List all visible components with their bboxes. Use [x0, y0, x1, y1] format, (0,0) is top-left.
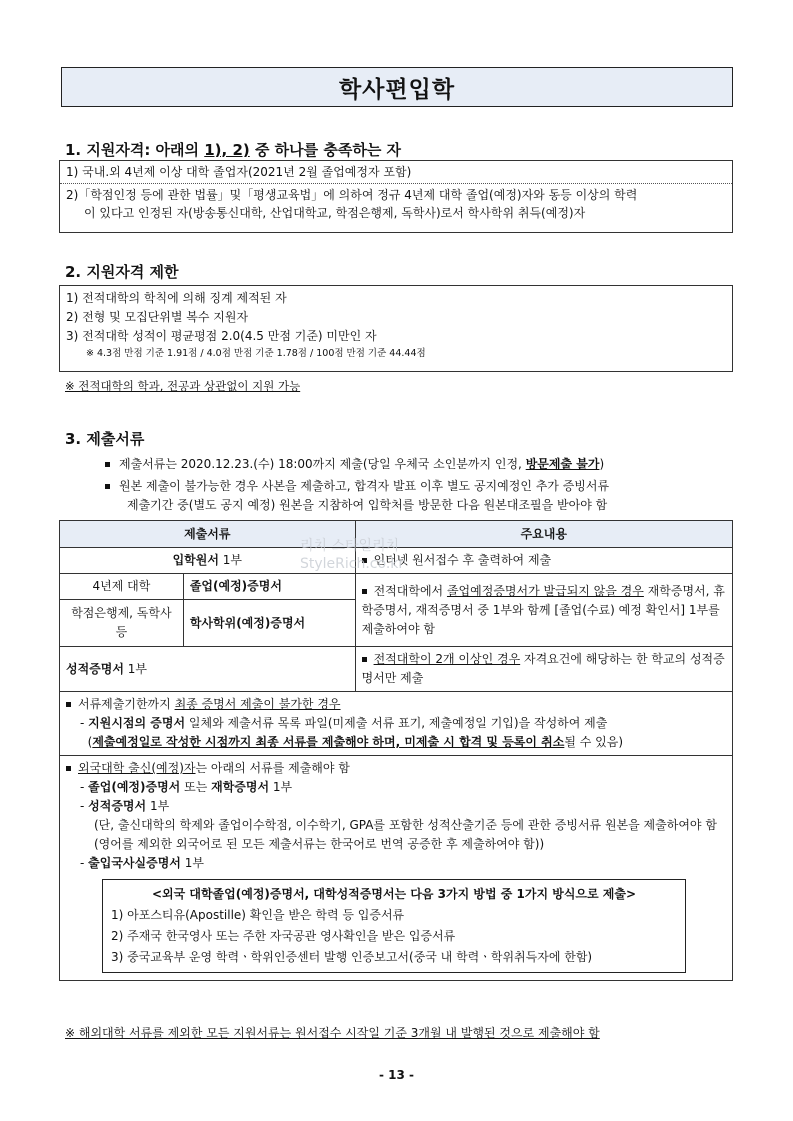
row-transcript: [60, 647, 356, 692]
section1-row2: [60, 183, 732, 224]
cell-credit-bank: 학점은행제, 독학사 등: [60, 600, 184, 647]
header-contents: 주요내용: [355, 521, 732, 548]
application-form-label: 입학원서: [172, 553, 219, 567]
foreign-line1: [66, 759, 726, 778]
bullet1-bold: 방문제출 불가: [525, 457, 600, 471]
foreign-methods-heading: <외국 대학졸업(예정)증명서, 대학성적증명서는 다음 3가지 방법 중 1가지 방식으로 제출>: [151, 887, 637, 901]
cell-graduation-desc: [355, 574, 732, 647]
foreign-or: 또는: [180, 780, 212, 794]
foreign-grad-count: 1부: [269, 780, 293, 794]
section2-item-3: 3) 전적대학 성적이 평균평점 2.0(4.5 만점 기준) 미만인 자: [66, 329, 377, 343]
foreign-immigration-cert: 출입국사실증명서: [88, 856, 181, 870]
foreign-immigration-count: 1부: [180, 856, 204, 870]
table-row: [60, 647, 733, 692]
watermark-line2: StyleRich.co.kr: [300, 556, 405, 572]
application-desc-text: 인터넷 원서접수 후 출력하여 제출: [373, 553, 552, 567]
application-form-count: 1부: [218, 553, 242, 567]
page-title: 학사편입학: [61, 67, 733, 107]
table-row: [60, 574, 733, 600]
section2-heading: 2. 지원자격 제한: [65, 263, 179, 281]
table-row: [60, 756, 733, 981]
bullet1-text: 제출서류는 2020.12.23.(수) 18:00까지 제출(당일 우체국 소인분까지 인정,: [119, 457, 526, 471]
foreign-transcript: 성적증명서: [88, 799, 147, 813]
row-foreign-university: [60, 756, 733, 981]
foreign-line4: (단, 출신대학의 학제와 졸업이수학점, 이수학기, GPA를 포함한 성적산출기준 등에 관한 증빙서류 원본을 제출하여야 함(영어를 제외한 외국어로 된 모든 제출서류는 한국어로 번역 공증한 후 제출하여야 함)): [94, 818, 717, 851]
foreign-method-2: 2) 주재국 한국영사 또는 주한 자국공관 영사확인을 받은 입증서류: [111, 929, 456, 943]
foreign-post: 는 아래의 서류를 제출해야 함: [195, 761, 350, 775]
graduation-desc-underlined: 졸업예정증명서가 발급되지 않을 경우: [446, 583, 644, 598]
section2-item-1: 1) 전적대학의 학칙에 의해 징계 제적된 자: [66, 291, 287, 305]
foreign-line3: - 성적증명서 1부: [80, 799, 170, 813]
cell-degree-cert: 학사학위(예정)증명서: [183, 600, 355, 647]
watermark-line1: 리치 스타일리치: [300, 538, 400, 554]
foreign-transcript-count: 1부: [146, 799, 170, 813]
section2-item-2: 2) 전형 및 모집단위별 복수 지원자: [66, 310, 249, 324]
graduation-desc-pre: 전적대학에서: [373, 583, 447, 598]
bullet1-post: ): [599, 457, 605, 471]
foreign-line5: - 출입국사실증명서 1부: [80, 856, 204, 870]
transcript-desc-underlined: 전적대학이 2개 이상인 경우: [373, 652, 521, 666]
final-cert-rest: 일체와 제출서류 목록 파일(미제출 서류 표기, 제출예정일 기입)을 작성하여 제출: [185, 716, 608, 730]
foreign-grad-cert: 졸업(예정)증명서: [88, 780, 181, 794]
watermark: [300, 537, 404, 573]
final-cert-warning-post: 될 수 있음): [564, 735, 624, 749]
section3-bullet-1: [105, 455, 725, 474]
section1-heading: [65, 139, 401, 160]
cell-graduation-cert: 졸업(예정)증명서: [183, 574, 355, 600]
section1-row1: 1) 국내.외 4년제 이상 대학 졸업자(2021년 2월 졸업예정자 포함): [66, 165, 412, 179]
foreign-methods-box: [102, 879, 686, 973]
graduation-desc-post: 재학증명서, 휴학증명서, 재적증명서 중 1부와 함께 [졸업(수료) 예정 확인서] 1부를 제출하여야 함: [361, 583, 725, 636]
section1-box: [59, 160, 733, 233]
section1-heading-post: 중 하나를 충족하는 자: [249, 141, 402, 159]
bullet-square-icon: [66, 702, 71, 707]
final-cert-pre: 서류제출기한까지: [78, 697, 175, 711]
final-cert-underlined: 최종 증명서 제출이 불가한 경우: [174, 697, 341, 711]
transcript-label: 성적증명서: [66, 661, 124, 676]
section1-heading-underlined: 1), 2): [204, 141, 250, 159]
final-cert-warning: 제출예정일로 작성한 시점까지 최종 서류를 제출해야 하며, 미제출 시 합격 및 등록이 취소: [92, 735, 565, 749]
section3-bullet-2: [105, 477, 725, 515]
section1-row2-line1: 2)「학점인정 등에 관한 법률」및「평생교육법」에 의하여 정규 4년제 대학 졸업(예정)자와 동등 이상의 학력: [66, 188, 638, 202]
final-cert-paren-open: (: [87, 735, 93, 749]
section1-row2-line2: 이 있다고 인정된 자(방송통신대학, 산업대학교, 학점은행제, 독학사)로서 학사학위 취득(예정)자: [84, 206, 586, 220]
page-number: - 13 -: [378, 1068, 414, 1082]
section2-note: ※ 전적대학의 학과, 전공과 상관없이 지원 가능: [65, 379, 301, 393]
bullet-square-icon: [362, 657, 367, 662]
final-cert-bold: 지원시점의 증명서: [88, 716, 186, 730]
foreign-method-3: 3) 중국교육부 운영 학력ㆍ학위인증센터 발행 인증보고서(중국 내 학력ㆍ학위취득자에 한함): [111, 950, 593, 964]
row-final-cert-note: [60, 692, 733, 756]
bullet-square-icon: [105, 484, 110, 489]
bullet-square-icon: [105, 462, 110, 467]
section2-box: [59, 285, 733, 372]
row-transcript-desc: [355, 647, 732, 692]
foreign-underlined: 외국대학 출신(예정)자: [78, 761, 196, 775]
final-cert-line3: [66, 733, 726, 752]
section2-sub-note: ※ 4.3점 만점 기준 1.91점 / 4.0점 만점 기준 1.78점 / 100점 만점 기준 44.44점: [86, 348, 426, 359]
bullet2-line1: 원본 제출이 불가능한 경우 사본을 제출하고, 합격자 발표 이후 별도 공지예정인 추가 증빙서류: [119, 479, 610, 493]
transcript-desc-post: 자격요건에 해당하는 한 학교의 성적증명서만 제출: [361, 652, 725, 685]
section1-heading-pre: 1. 지원자격: 아래의: [65, 141, 205, 159]
bullet2-line2: 제출기간 중(별도 공지 예정) 원본을 지참하여 입학처를 방문한 다음 원본대조필을 받아야 함: [127, 498, 608, 512]
footer-note: ※ 해외대학 서류를 제외한 모든 지원서류는 원서접수 시작일 기준 3개월 내 발행된 것으로 제출해야 함: [65, 1026, 600, 1040]
final-cert-line1: [66, 695, 726, 714]
foreign-enroll-cert: 재학증명서: [211, 780, 270, 794]
row-application-desc: [355, 548, 732, 574]
cell-4year-univ: 4년제 대학: [60, 574, 184, 600]
documents-table: [59, 520, 733, 981]
section3-heading: 3. 제출서류: [65, 430, 145, 448]
foreign-line2: - 졸업(예정)증명서 또는 재학증명서 1부: [80, 780, 293, 794]
foreign-method-1: 1) 아포스티유(Apostille) 확인을 받은 학력 등 입증서류: [111, 908, 405, 922]
header-documents: 제출서류: [60, 521, 356, 548]
bullet-square-icon: [66, 766, 71, 771]
final-cert-line2: - 지원시점의 증명서 일체와 제출서류 목록 파일(미제출 서류 표기, 제출예정일 기입)을 작성하여 제출: [80, 716, 608, 730]
table-row: [60, 692, 733, 756]
transcript-count: 1부: [123, 661, 148, 676]
bullet-square-icon: [362, 589, 367, 594]
